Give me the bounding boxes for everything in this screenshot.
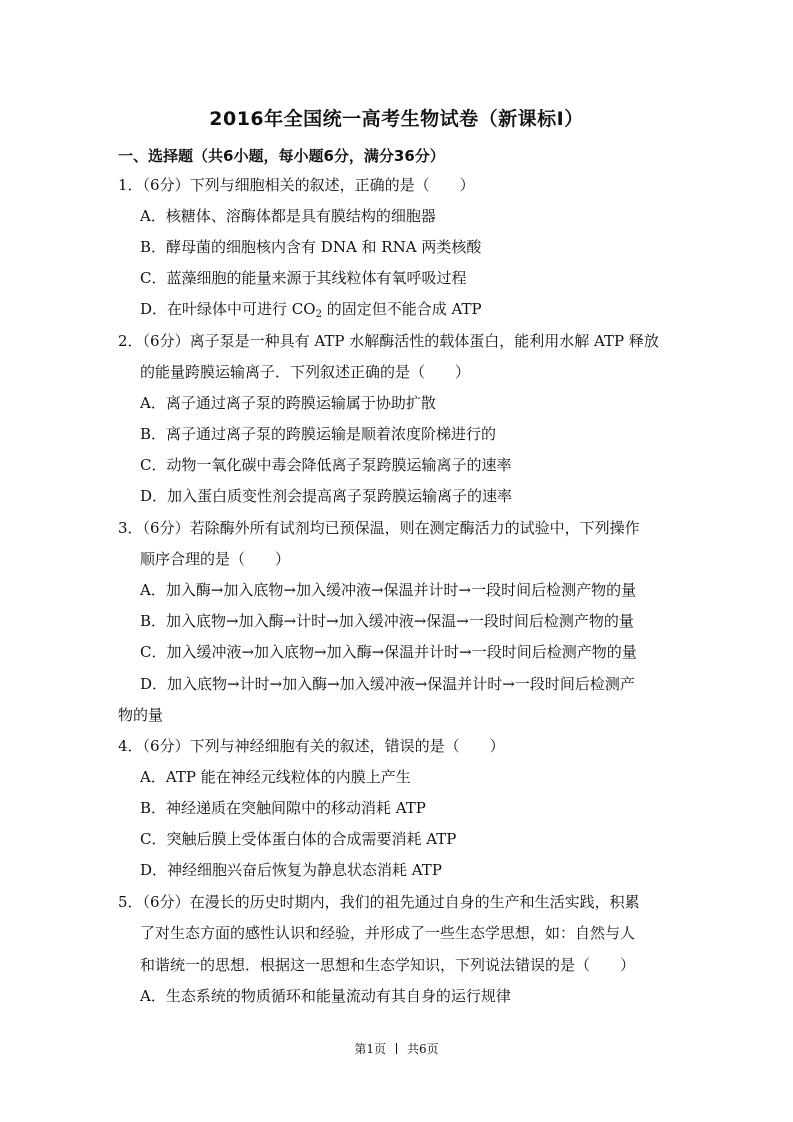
question-1-option-b: B．酵母菌的细胞核内含有 DNA 和 RNA 两类核酸	[140, 238, 482, 256]
option-d-text-end: 的固定但不能合成 ATP	[321, 300, 482, 318]
question-3-option-b: B．加入底物→加入酶→计时→加入缓冲液→保温→一段时间后检测产物的量	[140, 612, 634, 630]
question-2-option-a: A．离子通过离子泵的跨膜运输属于协助扩散	[140, 394, 436, 412]
question-3-option-d: D．加入底物→计时→加入酶→加入缓冲液→保温并计时→一段时间后检测产	[140, 675, 635, 693]
question-5-option-a: A．生态系统的物质循环和能量流动有其自身的运行规律	[140, 987, 511, 1005]
question-2-option-c: C．动物一氧化碳中毒会降低离子泵跨膜运输离子的速率	[140, 456, 512, 474]
option-d-text-start: D．在叶绿体中可进行 CO	[140, 300, 316, 318]
question-3-stem-cont: 顺序合理的是（ ）	[140, 550, 291, 568]
question-3-stem: 3．（6分）若除酶外所有试剂均已预保温，则在测定酶活力的试验中，下列操作	[118, 519, 640, 537]
section-heading: 一、选择题（共6小题，每小题6分，满分36分）	[118, 147, 445, 165]
subscript: 2	[315, 309, 322, 320]
question-5-stem: 5．（6分）在漫长的历史时期内，我们的祖先通过自身的生产和生活实践，积累	[118, 893, 640, 911]
page-total: 共6页	[407, 1042, 439, 1056]
question-4-option-a: A．ATP 能在神经元线粒体的内膜上产生	[140, 768, 411, 786]
question-2-stem: 2．（6分）离子泵是一种具有 ATP 水解酶活性的载体蛋白，能利用水解 ATP 释放	[118, 332, 659, 350]
question-1-option-a: A．核糖体、溶酶体都是具有膜结构的细胞器	[140, 207, 436, 225]
question-1-option-c: C．蓝藻细胞的能量来源于其线粒体有氧呼吸过程	[140, 269, 467, 287]
page-number: 第1页	[354, 1042, 386, 1056]
question-2-option-b: B．离子通过离子泵的跨膜运输是顺着浓度阶梯进行的	[140, 425, 497, 443]
question-4-option-b: B．神经递质在突触间隙中的移动消耗 ATP	[140, 799, 426, 817]
exam-title: 2016年全国统一高考生物试卷（新课标Ⅰ）	[209, 108, 584, 130]
question-4-option-c: C．突触后膜上受体蛋白体的合成需要消耗 ATP	[140, 830, 457, 848]
question-3-option-d-cont: 物的量	[118, 706, 164, 724]
question-4-option-d: D．神经细胞兴奋后恢复为静息状态消耗 ATP	[140, 861, 442, 879]
question-1-option-d	[140, 299, 482, 325]
question-1-stem: 1．（6分）下列与细胞相关的叙述，正确的是（ ）	[118, 176, 475, 194]
question-4-stem: 4．（6分）下列与神经细胞有关的叙述，错误的是（ ）	[118, 737, 505, 755]
footer-separator	[396, 1043, 397, 1054]
question-2-option-d: D．加入蛋白质变性剂会提高离子泵跨膜运输离子的速率	[140, 487, 513, 505]
question-5-stem-cont-1: 了对生态方面的感性认识和经验，并形成了一些生态学思想，如：自然与人	[140, 924, 636, 942]
page-footer	[0, 1040, 793, 1057]
question-2-stem-cont: 的能量跨膜运输离子．下列叙述正确的是（ ）	[140, 363, 471, 381]
question-5-stem-cont-2: 和谐统一的思想．根据这一思想和生态学知识，下列说法错误的是（ ）	[140, 956, 636, 974]
question-3-option-c: C．加入缓冲液→加入底物→加入酶→保温并计时→一段时间后检测产物的量	[140, 643, 637, 661]
question-3-option-a: A．加入酶→加入底物→加入缓冲液→保温并计时→一段时间后检测产物的量	[140, 581, 637, 599]
